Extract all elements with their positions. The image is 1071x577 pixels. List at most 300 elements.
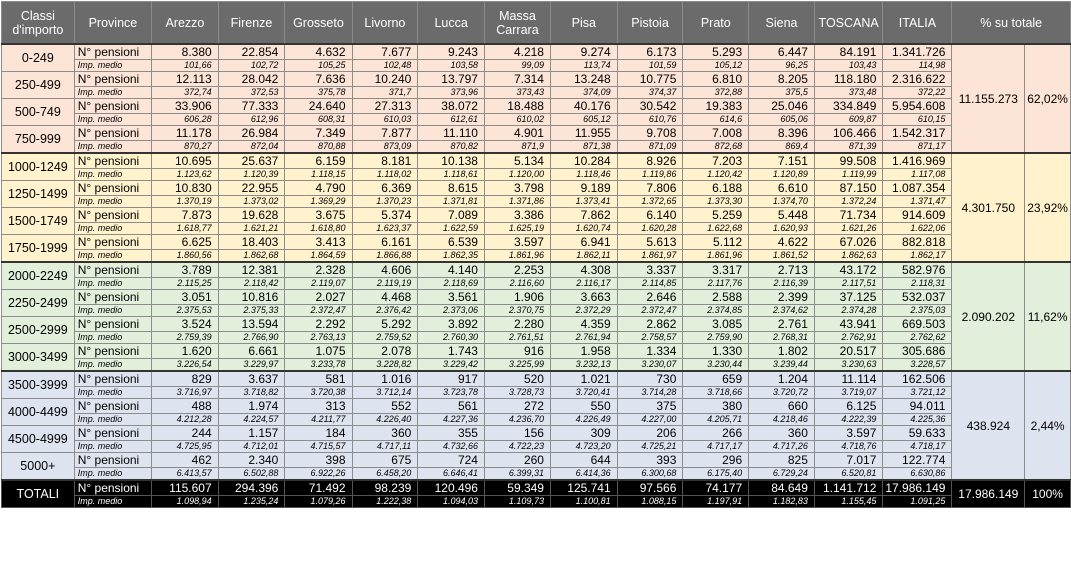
cell-pensioni: 1.021 xyxy=(550,371,617,387)
cell-medio: 3.232,13 xyxy=(550,359,617,372)
cell-medio: 3.226,54 xyxy=(152,359,219,372)
cell-pensioni: 3.386 xyxy=(484,208,550,223)
cell-pensioni: 1.906 xyxy=(484,290,550,305)
class-label: 500-749 xyxy=(2,99,75,126)
header-pct-totale: % su totale xyxy=(952,2,1071,45)
row-label-medio: Imp. medio xyxy=(74,223,151,235)
cell-pensioni: 22.854 xyxy=(218,44,285,60)
cell-medio: 871,39 xyxy=(814,141,882,154)
table-row xyxy=(2,453,1071,468)
cell-medio: 2.372,47 xyxy=(617,305,683,317)
cell-pensioni: 375 xyxy=(617,399,683,414)
cell-pensioni: 22.955 xyxy=(218,181,285,196)
cell-pensioni: 3.597 xyxy=(814,426,882,441)
cell-pensioni: 118.180 xyxy=(814,72,882,87)
group-pct: 11,62% xyxy=(1025,262,1071,371)
cell-pensioni: 6.810 xyxy=(683,72,749,87)
cell-medio: 2.762,62 xyxy=(883,332,952,344)
totali-label: TOTALI xyxy=(2,480,75,508)
cell-medio: 1.373,02 xyxy=(218,196,285,208)
cell-medio: 1.861,97 xyxy=(617,250,683,263)
row-label-medio: Imp. medio xyxy=(74,87,151,99)
cell-pensioni: 355 xyxy=(418,426,485,441)
cell-pensioni: 6.539 xyxy=(418,235,485,250)
cell-medio: 3.714,28 xyxy=(617,387,683,399)
cell-pensioni: 4.632 xyxy=(285,44,352,60)
cell-medio: 4.712,01 xyxy=(218,441,285,453)
cell-pensioni: 77.333 xyxy=(218,99,285,114)
cell-pensioni: 5.259 xyxy=(683,208,749,223)
cell-pensioni: 10.830 xyxy=(152,181,219,196)
group-sum: 11.155.273 xyxy=(952,44,1025,153)
cell-medio: 872,04 xyxy=(218,141,285,154)
cell-pensioni: 3.413 xyxy=(285,235,352,250)
table-row xyxy=(2,441,1071,453)
cell-pensioni: 1.157 xyxy=(218,426,285,441)
cell-pensioni: 561 xyxy=(418,399,485,414)
cell-pensioni: 520 xyxy=(484,371,550,387)
cell-pensioni: 1.802 xyxy=(749,344,815,359)
table-row xyxy=(2,359,1071,372)
header-siena: Siena xyxy=(749,2,815,45)
row-label-medio: Imp. medio xyxy=(74,359,151,372)
cell-medio: 1.369,29 xyxy=(285,196,352,208)
cell-medio: 2.118,42 xyxy=(218,278,285,290)
row-label-pensioni: N° pensioni xyxy=(74,208,151,223)
cell-pensioni: 360 xyxy=(352,426,418,441)
cell-pensioni: 582.976 xyxy=(883,262,952,278)
cell-pensioni: 11.178 xyxy=(152,126,219,141)
cell-pensioni: 5.134 xyxy=(484,153,550,169)
cell-medio: 105,12 xyxy=(683,60,749,72)
cell-pensioni: 84.191 xyxy=(814,44,882,60)
cell-medio: 4.725,95 xyxy=(152,441,219,453)
class-label: 3500-3999 xyxy=(2,371,75,399)
cell-pensioni: 10.138 xyxy=(418,153,485,169)
cell-medio: 1.197,91 xyxy=(683,496,749,508)
cell-medio: 4.218,46 xyxy=(749,414,815,426)
table-row xyxy=(2,44,1071,60)
cell-pensioni: 1.141.712 xyxy=(814,480,882,496)
cell-medio: 3.719,07 xyxy=(814,387,882,399)
cell-pensioni: 4.901 xyxy=(484,126,550,141)
row-label-medio: Imp. medio xyxy=(74,414,151,426)
cell-pensioni: 84.649 xyxy=(749,480,815,496)
row-label-medio: Imp. medio xyxy=(74,141,151,154)
group-pct: 2,44% xyxy=(1025,371,1071,480)
cell-medio: 2.759,90 xyxy=(683,332,749,344)
header-toscana: TOSCANA xyxy=(814,2,882,45)
row-label-pensioni: N° pensioni xyxy=(74,480,151,496)
cell-medio: 6.520,81 xyxy=(814,468,882,481)
cell-medio: 606,28 xyxy=(152,114,219,126)
cell-medio: 1.620,93 xyxy=(749,223,815,235)
cell-pensioni: 7.806 xyxy=(617,181,683,196)
cell-medio: 4.722,23 xyxy=(484,441,550,453)
cell-medio: 103,58 xyxy=(418,60,485,72)
cell-medio: 605,12 xyxy=(550,114,617,126)
row-label-medio: Imp. medio xyxy=(74,387,151,399)
cell-pensioni: 3.663 xyxy=(550,290,617,305)
cell-medio: 1.118,46 xyxy=(550,169,617,181)
row-label-medio: Imp. medio xyxy=(74,250,151,263)
cell-medio: 375,78 xyxy=(285,87,352,99)
class-label: 1750-1999 xyxy=(2,235,75,263)
class-label: 0-249 xyxy=(2,44,75,72)
cell-medio: 2.114,85 xyxy=(617,278,683,290)
cell-medio: 373,96 xyxy=(418,87,485,99)
cell-medio: 1.622,68 xyxy=(683,223,749,235)
table-row xyxy=(2,468,1071,481)
table-row xyxy=(2,72,1071,87)
cell-medio: 3.720,72 xyxy=(749,387,815,399)
cell-pensioni: 3.637 xyxy=(218,371,285,387)
cell-medio: 1.182,83 xyxy=(749,496,815,508)
cell-pensioni: 4.790 xyxy=(285,181,352,196)
cell-medio: 1.862,63 xyxy=(814,250,882,263)
cell-medio: 1.370,19 xyxy=(152,196,219,208)
group-sum: 4.301.750 xyxy=(952,153,1025,262)
cell-medio: 4.211,77 xyxy=(285,414,352,426)
cell-pensioni: 106.466 xyxy=(814,126,882,141)
row-label-pensioni: N° pensioni xyxy=(74,371,151,387)
cell-pensioni: 2.253 xyxy=(484,262,550,278)
cell-medio: 3.728,73 xyxy=(484,387,550,399)
cell-pensioni: 97.566 xyxy=(617,480,683,496)
cell-pensioni: 94.011 xyxy=(883,399,952,414)
group-pct: 62,02% xyxy=(1025,44,1071,153)
totali-sum: 17.986.149 xyxy=(952,480,1025,508)
class-label: 1000-1249 xyxy=(2,153,75,181)
cell-pensioni: 581 xyxy=(285,371,352,387)
cell-pensioni: 5.448 xyxy=(749,208,815,223)
cell-medio: 1.621,26 xyxy=(814,223,882,235)
cell-pensioni: 7.151 xyxy=(749,153,815,169)
row-label-pensioni: N° pensioni xyxy=(74,181,151,196)
cell-medio: 114,98 xyxy=(883,60,952,72)
cell-medio: 1.109,73 xyxy=(484,496,550,508)
cell-medio: 372,22 xyxy=(883,87,952,99)
row-label-pensioni: N° pensioni xyxy=(74,426,151,441)
row-label-pensioni: N° pensioni xyxy=(74,72,151,87)
cell-medio: 612,96 xyxy=(218,114,285,126)
cell-medio: 2.374,28 xyxy=(814,305,882,317)
cell-pensioni: 7.314 xyxy=(484,72,550,87)
cell-medio: 374,37 xyxy=(617,87,683,99)
cell-pensioni: 2.292 xyxy=(285,317,352,332)
cell-medio: 1.098,94 xyxy=(152,496,219,508)
row-label-pensioni: N° pensioni xyxy=(74,126,151,141)
cell-medio: 1.222,38 xyxy=(352,496,418,508)
cell-pensioni: 2.588 xyxy=(683,290,749,305)
cell-pensioni: 2.399 xyxy=(749,290,815,305)
cell-medio: 1.371,86 xyxy=(484,196,550,208)
cell-pensioni: 675 xyxy=(352,453,418,468)
cell-pensioni: 6.661 xyxy=(218,344,285,359)
cell-pensioni: 10.775 xyxy=(617,72,683,87)
cell-medio: 2.759,39 xyxy=(152,332,219,344)
cell-pensioni: 25.046 xyxy=(749,99,815,114)
cell-medio: 1.862,35 xyxy=(418,250,485,263)
cell-medio: 3.712,14 xyxy=(352,387,418,399)
cell-medio: 6.413,57 xyxy=(152,468,219,481)
cell-medio: 2.758,57 xyxy=(617,332,683,344)
cell-medio: 1.618,77 xyxy=(152,223,219,235)
cell-pensioni: 2.328 xyxy=(285,262,352,278)
cell-pensioni: 6.159 xyxy=(285,153,352,169)
cell-medio: 373,48 xyxy=(814,87,882,99)
table-row xyxy=(2,399,1071,414)
row-label-pensioni: N° pensioni xyxy=(74,453,151,468)
cell-pensioni: 313 xyxy=(285,399,352,414)
cell-pensioni: 550 xyxy=(550,399,617,414)
cell-medio: 105,25 xyxy=(285,60,352,72)
cell-medio: 609,87 xyxy=(814,114,882,126)
table-row xyxy=(2,196,1071,208)
cell-pensioni: 552 xyxy=(352,399,418,414)
row-label-pensioni: N° pensioni xyxy=(74,262,151,278)
cell-medio: 102,48 xyxy=(352,60,418,72)
cell-medio: 1.861,96 xyxy=(683,250,749,263)
cell-medio: 870,88 xyxy=(285,141,352,154)
row-label-medio: Imp. medio xyxy=(74,305,151,317)
cell-medio: 1.621,21 xyxy=(218,223,285,235)
table-row xyxy=(2,290,1071,305)
cell-pensioni: 18.488 xyxy=(484,99,550,114)
cell-pensioni: 532.037 xyxy=(883,290,952,305)
cell-pensioni: 4.308 xyxy=(550,262,617,278)
cell-medio: 3.229,97 xyxy=(218,359,285,372)
cell-pensioni: 3.789 xyxy=(152,262,219,278)
cell-medio: 4.718,76 xyxy=(814,441,882,453)
cell-medio: 1.120,42 xyxy=(683,169,749,181)
cell-medio: 2.768,31 xyxy=(749,332,815,344)
cell-medio: 1.861,52 xyxy=(749,250,815,263)
table-row xyxy=(2,426,1071,441)
row-label-medio: Imp. medio xyxy=(74,60,151,72)
cell-pensioni: 5.293 xyxy=(683,44,749,60)
cell-medio: 6.175,40 xyxy=(683,468,749,481)
group-2 xyxy=(2,153,1071,262)
cell-pensioni: 115.607 xyxy=(152,480,219,496)
cell-pensioni: 38.072 xyxy=(418,99,485,114)
cell-medio: 4.227,36 xyxy=(418,414,485,426)
cell-pensioni: 26.984 xyxy=(218,126,285,141)
table-row xyxy=(2,223,1071,235)
class-label: 2000-2249 xyxy=(2,262,75,290)
cell-pensioni: 2.316.622 xyxy=(883,72,952,87)
table-row xyxy=(2,305,1071,317)
table-row xyxy=(2,344,1071,359)
cell-medio: 871,09 xyxy=(617,141,683,154)
cell-pensioni: 1.974 xyxy=(218,399,285,414)
table-row xyxy=(2,250,1071,263)
cell-medio: 2.374,62 xyxy=(749,305,815,317)
cell-medio: 4.732,66 xyxy=(418,441,485,453)
cell-pensioni: 7.877 xyxy=(352,126,418,141)
row-label-medio: Imp. medio xyxy=(74,441,151,453)
table-row xyxy=(2,87,1071,99)
cell-medio: 2.759,52 xyxy=(352,332,418,344)
table-row xyxy=(2,278,1071,290)
cell-medio: 610,03 xyxy=(352,114,418,126)
cell-medio: 1.117,08 xyxy=(883,169,952,181)
cell-pensioni: 724 xyxy=(418,453,485,468)
totals-section xyxy=(2,480,1071,508)
cell-medio: 1.373,41 xyxy=(550,196,617,208)
cell-medio: 3.721,12 xyxy=(883,387,952,399)
cell-medio: 1.120,00 xyxy=(484,169,550,181)
cell-medio: 1.373,30 xyxy=(683,196,749,208)
row-label-pensioni: N° pensioni xyxy=(74,99,151,114)
cell-medio: 113,74 xyxy=(550,60,617,72)
row-label-pensioni: N° pensioni xyxy=(74,235,151,250)
cell-pensioni: 71.492 xyxy=(285,480,352,496)
cell-pensioni: 13.797 xyxy=(418,72,485,87)
cell-pensioni: 13.594 xyxy=(218,317,285,332)
cell-medio: 3.229,42 xyxy=(418,359,485,372)
cell-pensioni: 3.798 xyxy=(484,181,550,196)
cell-pensioni: 488 xyxy=(152,399,219,414)
cell-medio: 872,68 xyxy=(683,141,749,154)
cell-medio: 3.720,41 xyxy=(550,387,617,399)
cell-medio: 4.717,11 xyxy=(352,441,418,453)
cell-pensioni: 660 xyxy=(749,399,815,414)
cell-medio: 1.864,59 xyxy=(285,250,352,263)
cell-medio: 1.155,45 xyxy=(814,496,882,508)
cell-medio: 374,09 xyxy=(550,87,617,99)
cell-pensioni: 2.761 xyxy=(749,317,815,332)
group-3 xyxy=(2,262,1071,371)
cell-pensioni: 10.240 xyxy=(352,72,418,87)
class-label: 2500-2999 xyxy=(2,317,75,344)
cell-medio: 1.860,56 xyxy=(152,250,219,263)
cell-medio: 3.233,78 xyxy=(285,359,352,372)
cell-pensioni: 120.496 xyxy=(418,480,485,496)
group-4 xyxy=(2,371,1071,480)
cell-pensioni: 162.506 xyxy=(883,371,952,387)
cell-pensioni: 12.381 xyxy=(218,262,285,278)
cell-medio: 2.119,19 xyxy=(352,278,418,290)
cell-pensioni: 659 xyxy=(683,371,749,387)
row-label-medio: Imp. medio xyxy=(74,278,151,290)
cell-pensioni: 71.734 xyxy=(814,208,882,223)
header-province: Province xyxy=(74,2,151,45)
cell-medio: 102,72 xyxy=(218,60,285,72)
cell-pensioni: 3.524 xyxy=(152,317,219,332)
cell-medio: 96,25 xyxy=(749,60,815,72)
cell-medio: 375,5 xyxy=(749,87,815,99)
cell-medio: 605,06 xyxy=(749,114,815,126)
cell-medio: 1.862,11 xyxy=(550,250,617,263)
cell-pensioni: 59.349 xyxy=(484,480,550,496)
cell-medio: 4.224,57 xyxy=(218,414,285,426)
cell-medio: 372,53 xyxy=(218,87,285,99)
table-row xyxy=(2,60,1071,72)
cell-medio: 1.370,23 xyxy=(352,196,418,208)
cell-medio: 1.120,39 xyxy=(218,169,285,181)
table-row xyxy=(2,480,1071,496)
cell-pensioni: 20.517 xyxy=(814,344,882,359)
cell-pensioni: 7.677 xyxy=(352,44,418,60)
cell-pensioni: 260 xyxy=(484,453,550,468)
cell-medio: 2.119,07 xyxy=(285,278,352,290)
cell-medio: 1.119,99 xyxy=(814,169,882,181)
cell-pensioni: 882.818 xyxy=(883,235,952,250)
cell-pensioni: 6.625 xyxy=(152,235,219,250)
cell-pensioni: 10.695 xyxy=(152,153,219,169)
cell-pensioni: 8.926 xyxy=(617,153,683,169)
cell-pensioni: 1.334 xyxy=(617,344,683,359)
cell-medio: 1.118,15 xyxy=(285,169,352,181)
table-row xyxy=(2,181,1071,196)
cell-pensioni: 6.447 xyxy=(749,44,815,60)
class-label: 1500-1749 xyxy=(2,208,75,235)
class-label: 4500-4999 xyxy=(2,426,75,453)
cell-medio: 4.715,57 xyxy=(285,441,352,453)
cell-medio: 2.116,17 xyxy=(550,278,617,290)
class-label: 4000-4499 xyxy=(2,399,75,426)
cell-pensioni: 272 xyxy=(484,399,550,414)
cell-pensioni: 7.349 xyxy=(285,126,352,141)
row-label-medio: Imp. medio xyxy=(74,496,151,508)
cell-medio: 3.228,82 xyxy=(352,359,418,372)
cell-pensioni: 11.110 xyxy=(418,126,485,141)
cell-pensioni: 4.359 xyxy=(550,317,617,332)
cell-medio: 4.723,20 xyxy=(550,441,617,453)
cell-pensioni: 6.140 xyxy=(617,208,683,223)
cell-pensioni: 27.313 xyxy=(352,99,418,114)
cell-medio: 2.374,85 xyxy=(683,305,749,317)
cell-medio: 1.862,17 xyxy=(883,250,952,263)
cell-pensioni: 19.383 xyxy=(683,99,749,114)
cell-pensioni: 11.114 xyxy=(814,371,882,387)
table-row xyxy=(2,141,1071,154)
cell-medio: 6.502,88 xyxy=(218,468,285,481)
cell-medio: 3.228,57 xyxy=(883,359,952,372)
cell-medio: 1.371,47 xyxy=(883,196,952,208)
cell-medio: 4.718,17 xyxy=(883,441,952,453)
cell-pensioni: 5.613 xyxy=(617,235,683,250)
pensions-table xyxy=(1,1,1071,508)
cell-medio: 1.079,26 xyxy=(285,496,352,508)
cell-pensioni: 43.941 xyxy=(814,317,882,332)
cell-pensioni: 6.188 xyxy=(683,181,749,196)
cell-medio: 1.372,65 xyxy=(617,196,683,208)
cell-pensioni: 7.636 xyxy=(285,72,352,87)
cell-pensioni: 914.609 xyxy=(883,208,952,223)
row-label-pensioni: N° pensioni xyxy=(74,153,151,169)
cell-pensioni: 4.218 xyxy=(484,44,550,60)
table-row xyxy=(2,208,1071,223)
header-lucca: Lucca xyxy=(418,2,485,45)
cell-pensioni: 9.274 xyxy=(550,44,617,60)
table-row xyxy=(2,235,1071,250)
cell-pensioni: 1.958 xyxy=(550,344,617,359)
table-row xyxy=(2,99,1071,114)
row-label-pensioni: N° pensioni xyxy=(74,317,151,332)
cell-pensioni: 206 xyxy=(617,426,683,441)
cell-medio: 371,7 xyxy=(352,87,418,99)
row-label-medio: Imp. medio xyxy=(74,332,151,344)
cell-medio: 4.222,39 xyxy=(814,414,882,426)
cell-pensioni: 8.615 xyxy=(418,181,485,196)
cell-medio: 2.761,94 xyxy=(550,332,617,344)
cell-medio: 2.766,90 xyxy=(218,332,285,344)
cell-pensioni: 87.150 xyxy=(814,181,882,196)
header-livorno: Livorno xyxy=(352,2,418,45)
cell-pensioni: 1.330 xyxy=(683,344,749,359)
